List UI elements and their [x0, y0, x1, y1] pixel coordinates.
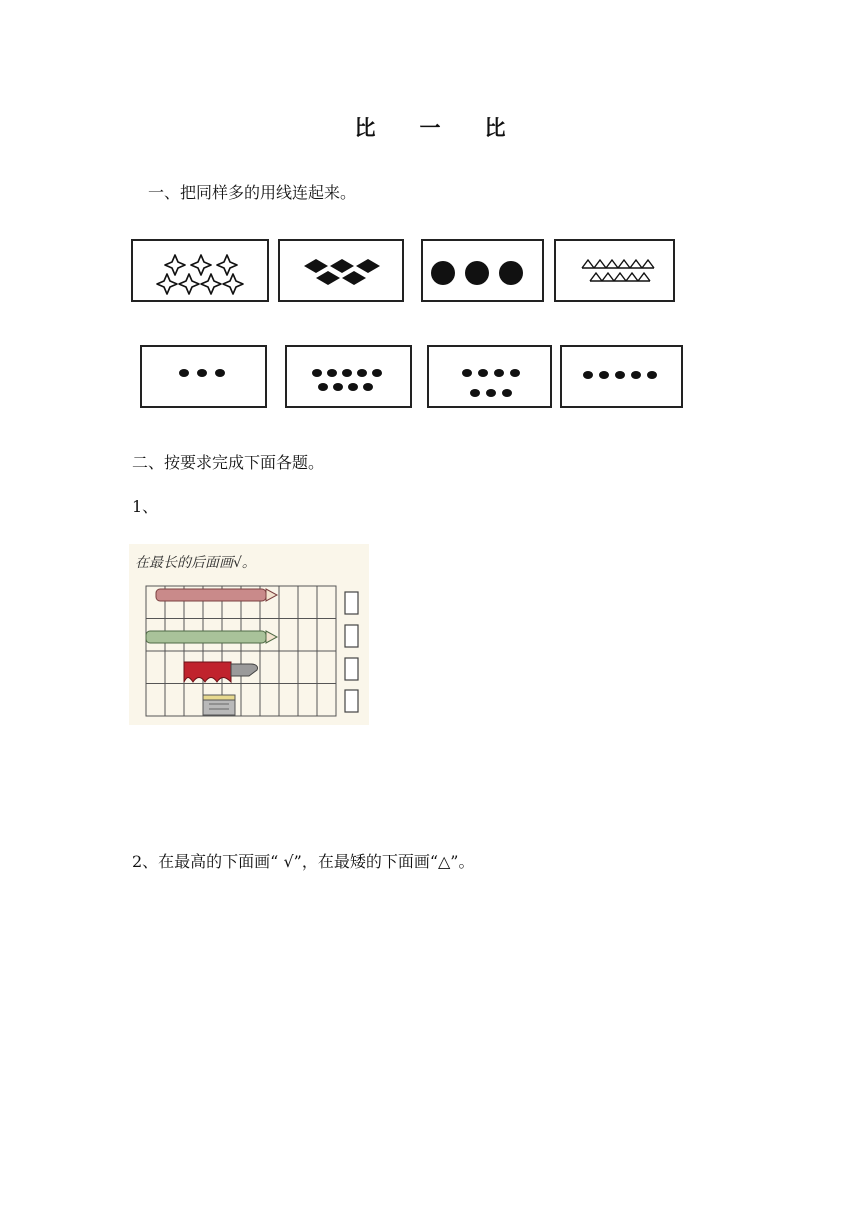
- star-group: [133, 241, 271, 304]
- diamond-3: [356, 259, 380, 273]
- title-char-2: 一: [419, 115, 441, 140]
- pencil-red: [156, 589, 277, 601]
- top-box-diamonds[interactable]: [278, 239, 404, 302]
- top-box-triangles[interactable]: [554, 239, 675, 302]
- top-box-stars[interactable]: [131, 239, 269, 302]
- bottom-box-3-dots[interactable]: [140, 345, 267, 408]
- dots-9: [287, 347, 414, 410]
- answer-box-2: [345, 625, 358, 647]
- star-5: [179, 274, 199, 294]
- bottom-box-9-dots[interactable]: [285, 345, 412, 408]
- circle-1: [431, 261, 455, 285]
- dots-7: [429, 347, 554, 410]
- comparison-picture: [129, 544, 369, 725]
- triangle-row-1: [582, 260, 654, 268]
- knife: [184, 662, 258, 682]
- answer-box-4: [345, 690, 358, 712]
- picture-grid: [129, 544, 369, 725]
- top-box-circles[interactable]: [421, 239, 544, 302]
- dots-3: [142, 347, 269, 410]
- title-char-1: 比: [354, 115, 376, 140]
- diamond-2: [330, 259, 354, 273]
- star-1: [165, 255, 185, 275]
- pencil-green: [146, 631, 277, 643]
- diamond-group: [280, 241, 406, 304]
- section2-heading: 二、按要求完成下面各题。: [132, 453, 325, 472]
- circle-2: [465, 261, 489, 285]
- triangle-group: [556, 241, 677, 304]
- title-char-3: 比: [484, 115, 506, 140]
- picture-caption: 在最长的后面画√。: [135, 555, 256, 571]
- diamond-1: [304, 259, 328, 273]
- dots-5: [562, 347, 685, 410]
- answer-box-1: [345, 592, 358, 614]
- star-4: [157, 274, 177, 294]
- circle-3: [499, 261, 523, 285]
- eraser: [203, 695, 235, 715]
- question-2-2-text: 2、在最高的下面画“ √”，在最矮的下面画“△”。: [132, 852, 475, 871]
- page-title: [0, 112, 860, 142]
- diamond-5: [342, 271, 366, 285]
- star-7: [223, 274, 243, 294]
- question-2-1-label: 1、: [132, 497, 159, 516]
- bottom-box-5-dots[interactable]: [560, 345, 683, 408]
- star-6: [201, 274, 221, 294]
- section1-heading: 一、把同样多的用线连起来。: [148, 183, 357, 202]
- triangle-row-2: [590, 273, 650, 281]
- bottom-box-7-dots[interactable]: [427, 345, 552, 408]
- answer-box-3: [345, 658, 358, 680]
- star-3: [217, 255, 237, 275]
- diamond-4: [316, 271, 340, 285]
- circle-group: [423, 241, 546, 304]
- star-2: [191, 255, 211, 275]
